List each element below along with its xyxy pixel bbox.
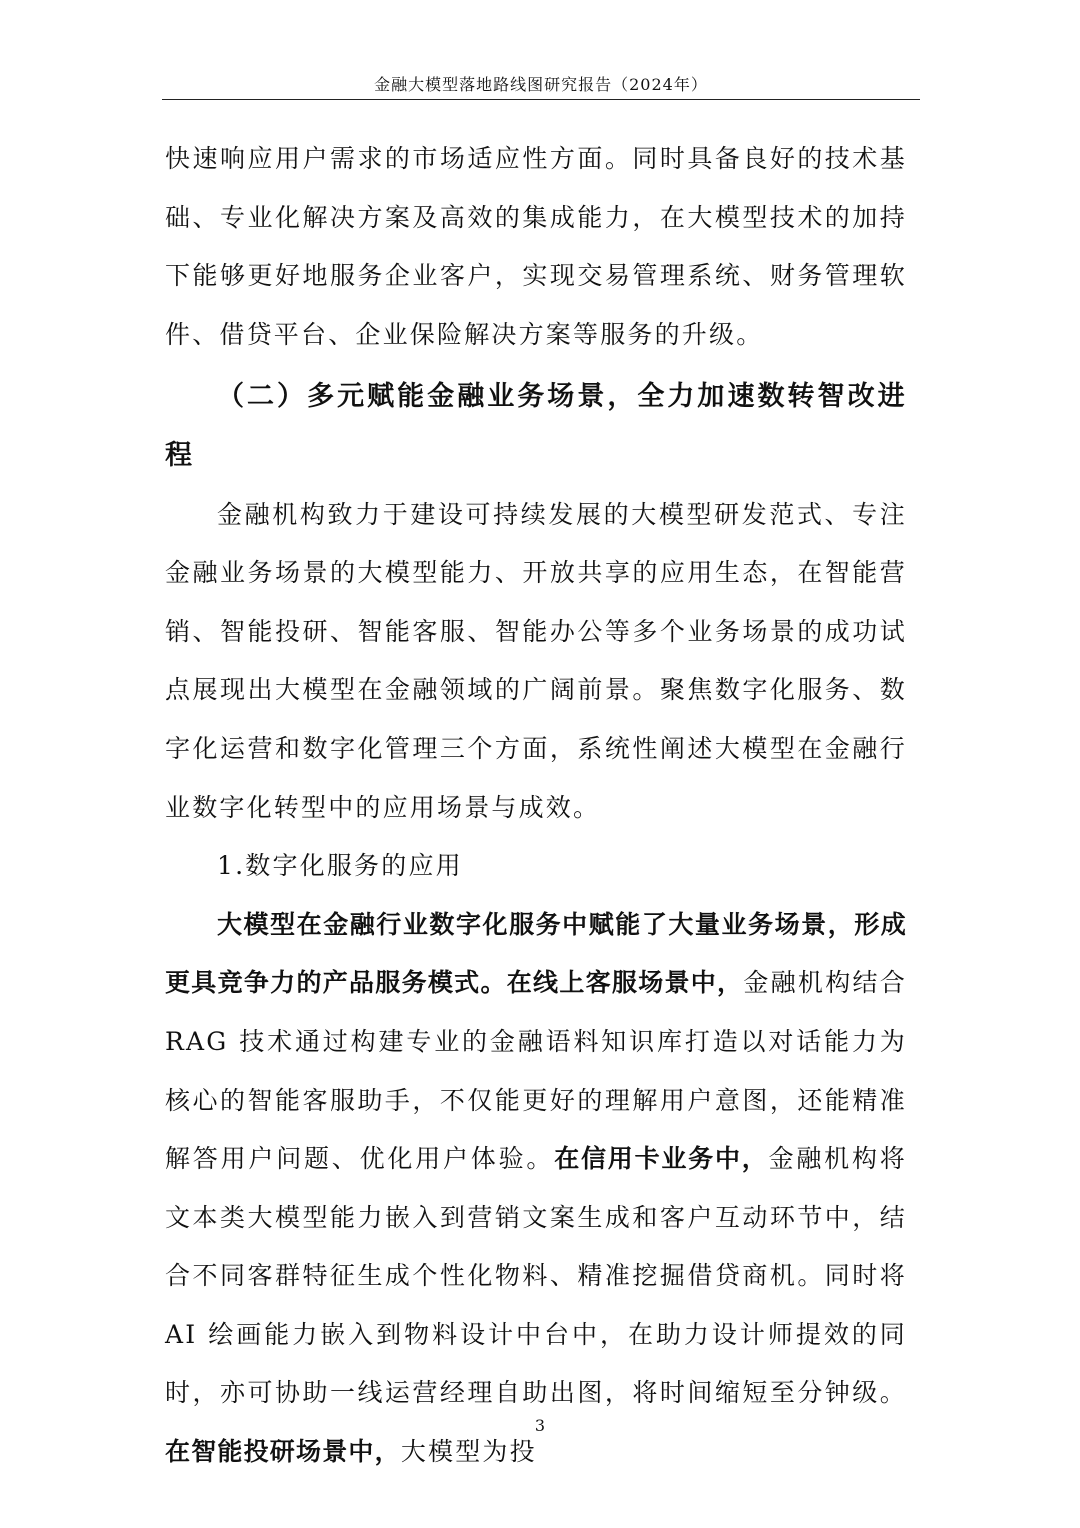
paragraph-digital-services — [165, 896, 907, 1482]
text-online-service: 金融机构结合RAG 技术通过构建专业的金融语料知识库打造以对话能力为核心的智能客服助手，不仅能更好的理解用户意图，还能精准解答用户问题、优化用户体验。 — [165, 968, 907, 1174]
bold-phrase-online-service: 在线上客服场景中， — [506, 968, 744, 998]
text-credit-card: 金融机构将文本类大模型能力嵌入到营销文案生成和客户互动环节中，结合不同客群特征生成个性化物料、精准挖掘借贷商机。同时将 AI 绘画能力嵌入到物料设计中台中，在助力设计师提效的同时，亦可协助一线运营经理自助出图，将时间缩短至分钟级。 — [165, 1144, 907, 1408]
page-body — [165, 130, 907, 1482]
header-divider — [162, 99, 920, 100]
paragraph-intro: 金融机构致力于建设可持续发展的大模型研发范式、专注金融业务场景的大模型能力、开放共享的应用生态，在智能营销、智能投研、智能客服、智能办公等多个业务场景的成功试点展现出大模型在金融领域的广阔前景。聚焦数字化服务、数字化运营和数字化管理三个方面，系统性阐述大模型在金融行业数字化转型中的应用场景与成效。 — [165, 499, 907, 822]
paragraph-continuation: 快速响应用户需求的市场适应性方面。同时具备良好的技术基础、专业化解决方案及高效的集成能力，在大模型技术的加持下能够更好地服务企业客户，实现交易管理系统、财务管理软件、借贷平台、企业保险解决方案等服务的升级。 — [165, 144, 907, 349]
running-header: 金融大模型落地路线图研究报告（2024年） — [374, 75, 708, 94]
text-investment-research: 大模型为投 — [400, 1437, 537, 1467]
bold-lead-sentence: 大模型在金融行业数字化服务中赋能了大量业务场景，形成更具竞争力的产品服务模式。 — [165, 909, 907, 998]
bold-phrase-investment-research: 在智能投研场景中， — [165, 1437, 401, 1467]
page-number: 3 — [534, 1416, 546, 1435]
bold-phrase-credit-card: 在信用卡业务中， — [554, 1144, 769, 1174]
subsection-heading: 1.数字化服务的应用 — [217, 851, 463, 881]
section-heading: （二）多元赋能金融业务场景，全力加速数转智改进程 — [165, 381, 907, 471]
